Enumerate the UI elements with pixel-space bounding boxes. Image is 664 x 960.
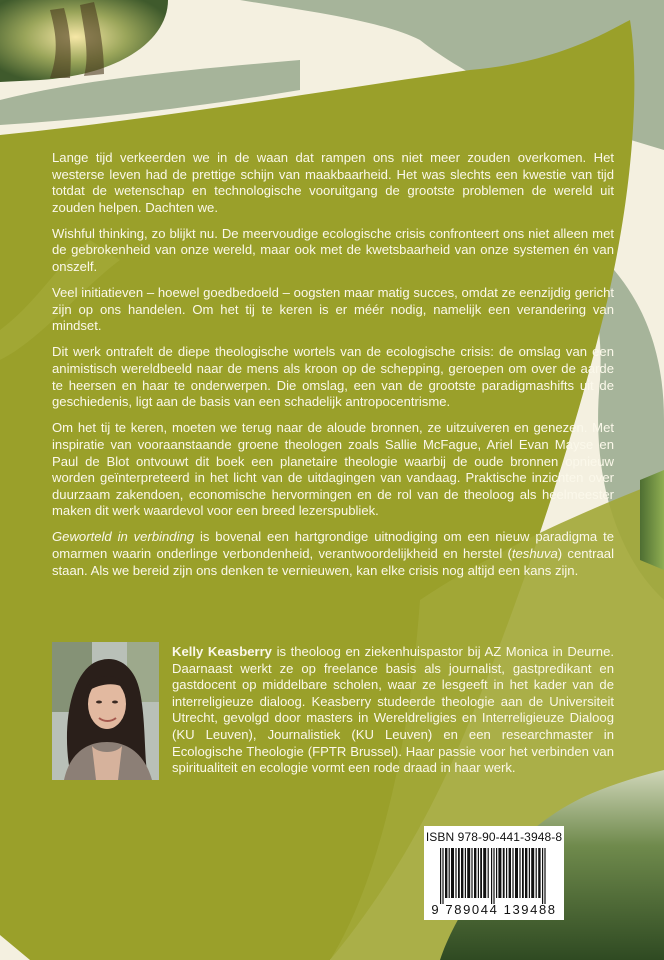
paragraph-6-part1: is bovenal een hartgrondige uitnodiging om een nieuw paradigma te omarmen waarin onderlinge verbondenheid, verantwoordelijkheid en herstel ( — [52, 529, 614, 561]
barcode-bars — [434, 848, 554, 904]
back-cover-text — [52, 150, 614, 589]
teshuva-term: teshuva — [511, 545, 558, 561]
barcode-digits: 9 789044 139488 — [431, 902, 557, 917]
isbn-barcode — [424, 826, 564, 920]
author-photo — [52, 642, 159, 780]
paragraph-2: Wishful thinking, zo blijkt nu. De meervoudige ecologische crisis confronteert ons niet alleen met de gebrokenheid van onze wereld, maar ook met de kwetsbaarheid van onze systemen én van onszelf. — [52, 225, 614, 275]
author-bio — [172, 644, 614, 777]
paragraph-6-part2: ) centraal staan. Als we bereid zijn ons denken te vernieuwen, kan elke crisis nog altijd een kans zijn. — [52, 545, 614, 578]
book-title: Geworteld in verbinding — [52, 529, 195, 545]
paragraph-5: Om het tij te keren, moeten we terug naar de aloude bronnen, ze uitzuiveren en genezen. Met inspiratie van vooraanstaande groene theologen zoals Sallie McFague, Ariel Evan Mayse en Paul de Blot ontvouwt dit boek een planetaire theologie waarbij de oude bronnen opnieuw worden geïnterpreteerd in het licht van de uitdagingen van vandaag. Praktische inzichten over duurzaam zakendoen, economische hervormingen en de rol van de theoloog als heelmeester maken dit werk waardevol voor een breed lezerspubliek. — [52, 420, 614, 519]
paragraph-1: Lange tijd verkeerden we in de waan dat rampen ons niet meer zouden overkomen. Het westerse leven had de prettige schijn van maakbaarheid. Het was slechts een kwestie van tijd totdat de wetenschap en technologische vooruitgang de grootste problemen de wereld uit zouden helpen. Dachten we. — [52, 150, 614, 215]
paragraph-4: Dit werk ontrafelt de diepe theologische wortels van de ecologische crisis: de omslag van een animistisch wereldbeeld naar de mens als kroon op de schepping, geroepen om over de aarde te heersen en haar te onderwerpen. Die omslag, een van de grootste paradigmashifts uit de geschiedenis, ligt aan de basis van een schadelijk antropocentrisme. — [52, 344, 614, 410]
author-name: Kelly Keasberry — [172, 644, 272, 659]
author-bio-text: is theoloog en ziekenhuispastor bij AZ Monica in Deurne. Daarnaast werkt ze op freelance basis als journalist, gastpredikant en gastdocent op middelbare scholen, waar ze lesgeeft in het kader van de interreligieuze dialoog. Keasberry studeerde theologie aan de Universiteit Utrecht, gevolgd door masters in Wereldreligies en Interreligieuze Dialoog (KU Leuven), Journalistiek (KU Leuven) en een researchmaster in Ecologische Theologie (FPTR Brussel). Haar passie voor het verbinden van spiritualiteit en ecologie vormt een rode draad in haar werk. — [172, 644, 614, 776]
paragraph-6 — [52, 529, 614, 579]
isbn-label: ISBN 978-90-441-3948-8 — [425, 830, 563, 844]
paragraph-3: Veel initiatieven – hoewel goedbedoeld – oogsten maar matig succes, omdat ze eenzijdig gericht zijn op ons handelen. Om het tij te keren is er méér nodig, namelijk een verandering van mindset. — [52, 285, 614, 334]
